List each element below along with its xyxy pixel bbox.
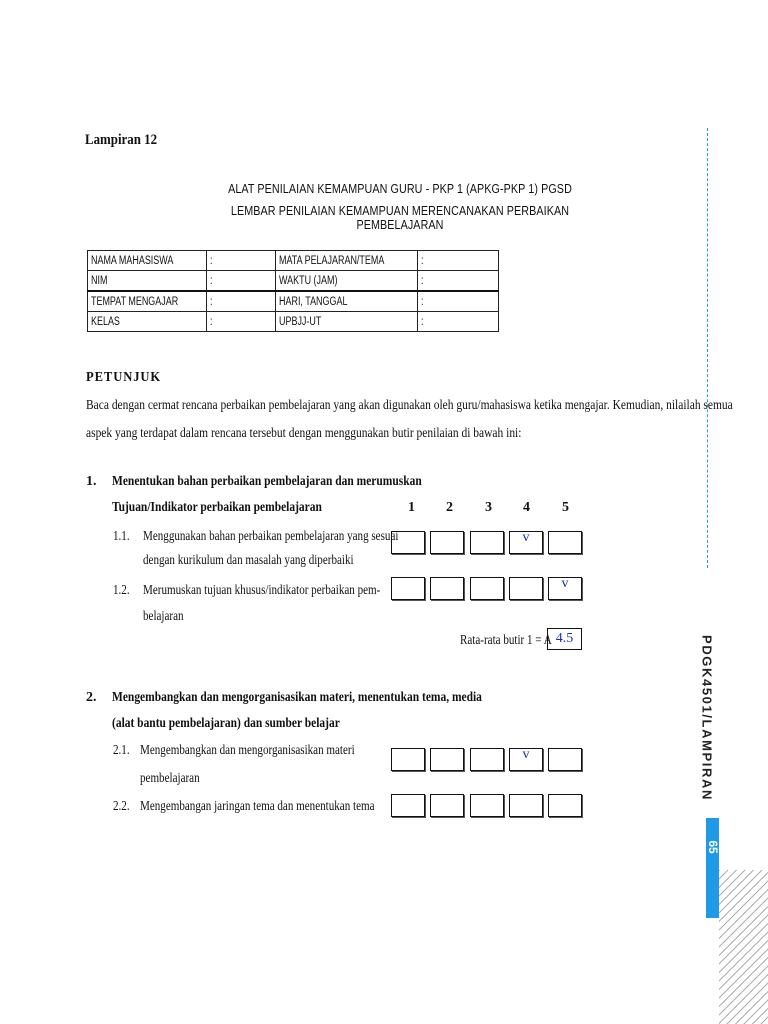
identity-value[interactable]: : bbox=[417, 291, 498, 312]
page-number-badge bbox=[706, 818, 719, 918]
rating-box-2[interactable] bbox=[430, 748, 464, 771]
identity-label: HARI, TANGGAL bbox=[275, 291, 417, 312]
page-number: 65 bbox=[705, 840, 720, 854]
section1-number: 1. bbox=[86, 474, 97, 489]
petunjuk-heading: PETUNJUK bbox=[86, 370, 162, 385]
form-title-line1: ALAT PENILAIAN KEMAMPUAN GURU - PKP 1 (APKG-PKP 1) PGSD bbox=[228, 182, 572, 196]
identity-value[interactable]: : bbox=[417, 312, 498, 332]
item-2-1-line2: pembelajaran bbox=[140, 770, 200, 785]
average-label: Rata-rata butir 1 = A bbox=[460, 632, 552, 647]
scale-label-3: 3 bbox=[485, 500, 492, 515]
identity-label: NAMA MAHASISWA bbox=[88, 251, 207, 271]
rating-box-4[interactable] bbox=[509, 794, 543, 817]
identity-label: NIM bbox=[88, 271, 207, 292]
identity-row bbox=[88, 291, 499, 312]
average-value-box[interactable]: 4.5 bbox=[547, 628, 582, 650]
section1-title-line2: Tujuan/Indikator perbaikan pembelajaran bbox=[112, 500, 322, 515]
item-1-1-line2: dengan kurikulum dan masalah yang diperbaiki bbox=[143, 552, 354, 567]
identity-row bbox=[88, 271, 499, 292]
identity-value[interactable]: : bbox=[206, 291, 275, 312]
rating-box-5[interactable] bbox=[548, 794, 582, 817]
item-2-2-line1: Mengembangan jaringan tema dan menentukan tema bbox=[140, 798, 375, 813]
item-1-2-line1: Merumuskan tujuan khusus/indikator perbaikan pem- bbox=[143, 582, 381, 597]
rating-check-mark: v bbox=[522, 747, 530, 762]
rating-box-1[interactable] bbox=[391, 531, 425, 554]
identity-value[interactable]: : bbox=[206, 312, 275, 332]
item-2-2-number: 2.2. bbox=[113, 798, 130, 813]
rating-box-4[interactable] bbox=[509, 577, 543, 600]
lampiran-label: Lampiran 12 bbox=[85, 132, 158, 148]
item-1-2-number: 1.2. bbox=[113, 582, 130, 597]
identity-label: UPBJJ-UT bbox=[275, 312, 417, 332]
petunjuk-line2: aspek yang terdapat dalam rencana tersebut dengan menggunakan butir penilaian di bawah ini: bbox=[86, 426, 522, 441]
scale-label-1: 1 bbox=[408, 500, 415, 515]
item-2-1-line1: Mengembangkan dan mengorganisasikan materi bbox=[140, 742, 355, 757]
rating-box-1[interactable] bbox=[391, 794, 425, 817]
sidebar-dashed-line bbox=[707, 128, 708, 568]
rating-box-3[interactable] bbox=[470, 531, 504, 554]
item-2-1-number: 2.1. bbox=[113, 742, 130, 757]
hatch-decoration bbox=[719, 870, 768, 1024]
rating-box-2[interactable] bbox=[430, 577, 464, 600]
identity-row bbox=[88, 312, 499, 332]
rating-box-5[interactable] bbox=[548, 531, 582, 554]
item-1-1-line1: Menggunakan bahan perbaikan pembelajaran yang sesuai bbox=[143, 528, 399, 543]
rating-box-3[interactable] bbox=[470, 577, 504, 600]
scale-label-5: 5 bbox=[562, 500, 569, 515]
section1-title-line1: Menentukan bahan perbaikan pembelajaran dan merumuskan bbox=[112, 474, 422, 489]
rating-box-3[interactable] bbox=[470, 748, 504, 771]
rating-check-mark: v bbox=[522, 530, 530, 545]
rating-check-mark: v bbox=[561, 576, 569, 591]
scale-label-2: 2 bbox=[446, 500, 453, 515]
item-1-2-line2: belajaran bbox=[143, 608, 184, 623]
rating-box-2[interactable] bbox=[430, 531, 464, 554]
rating-box-1[interactable] bbox=[391, 577, 425, 600]
section2-title-line2: (alat bantu pembelajaran) dan sumber belajar bbox=[112, 716, 340, 731]
identity-label: TEMPAT MENGAJAR bbox=[88, 291, 207, 312]
form-title-line2: LEMBAR PENILAIAN KEMAMPUAN MERENCANAKAN PERBAIKAN PEMBELAJARAN bbox=[230, 204, 570, 232]
identity-value[interactable]: : bbox=[206, 271, 275, 292]
identity-table bbox=[87, 250, 499, 332]
rating-box-2[interactable] bbox=[430, 794, 464, 817]
identity-value[interactable]: : bbox=[206, 251, 275, 271]
course-code-label: PDGK4501/LAMPIRAN bbox=[699, 635, 715, 801]
identity-row bbox=[88, 251, 499, 271]
identity-value[interactable]: : bbox=[417, 251, 498, 271]
identity-label: WAKTU (JAM) bbox=[275, 271, 417, 292]
rating-box-5[interactable] bbox=[548, 748, 582, 771]
identity-label: MATA PELAJARAN/TEMA bbox=[275, 251, 417, 271]
identity-label: KELAS bbox=[88, 312, 207, 332]
rating-box-3[interactable] bbox=[470, 794, 504, 817]
rating-box-1[interactable] bbox=[391, 748, 425, 771]
section2-title-line1: Mengembangkan dan mengorganisasikan materi, menentukan tema, media bbox=[112, 690, 482, 705]
petunjuk-line1: Baca dengan cermat rencana perbaikan pembelajaran yang akan digunakan oleh guru/mahasiswa ketika mengajar. Kemudian, nilailah semua bbox=[86, 398, 733, 413]
item-1-1-number: 1.1. bbox=[113, 528, 130, 543]
identity-value[interactable]: : bbox=[417, 271, 498, 292]
section2-number: 2. bbox=[86, 690, 97, 705]
scale-label-4: 4 bbox=[523, 500, 530, 515]
